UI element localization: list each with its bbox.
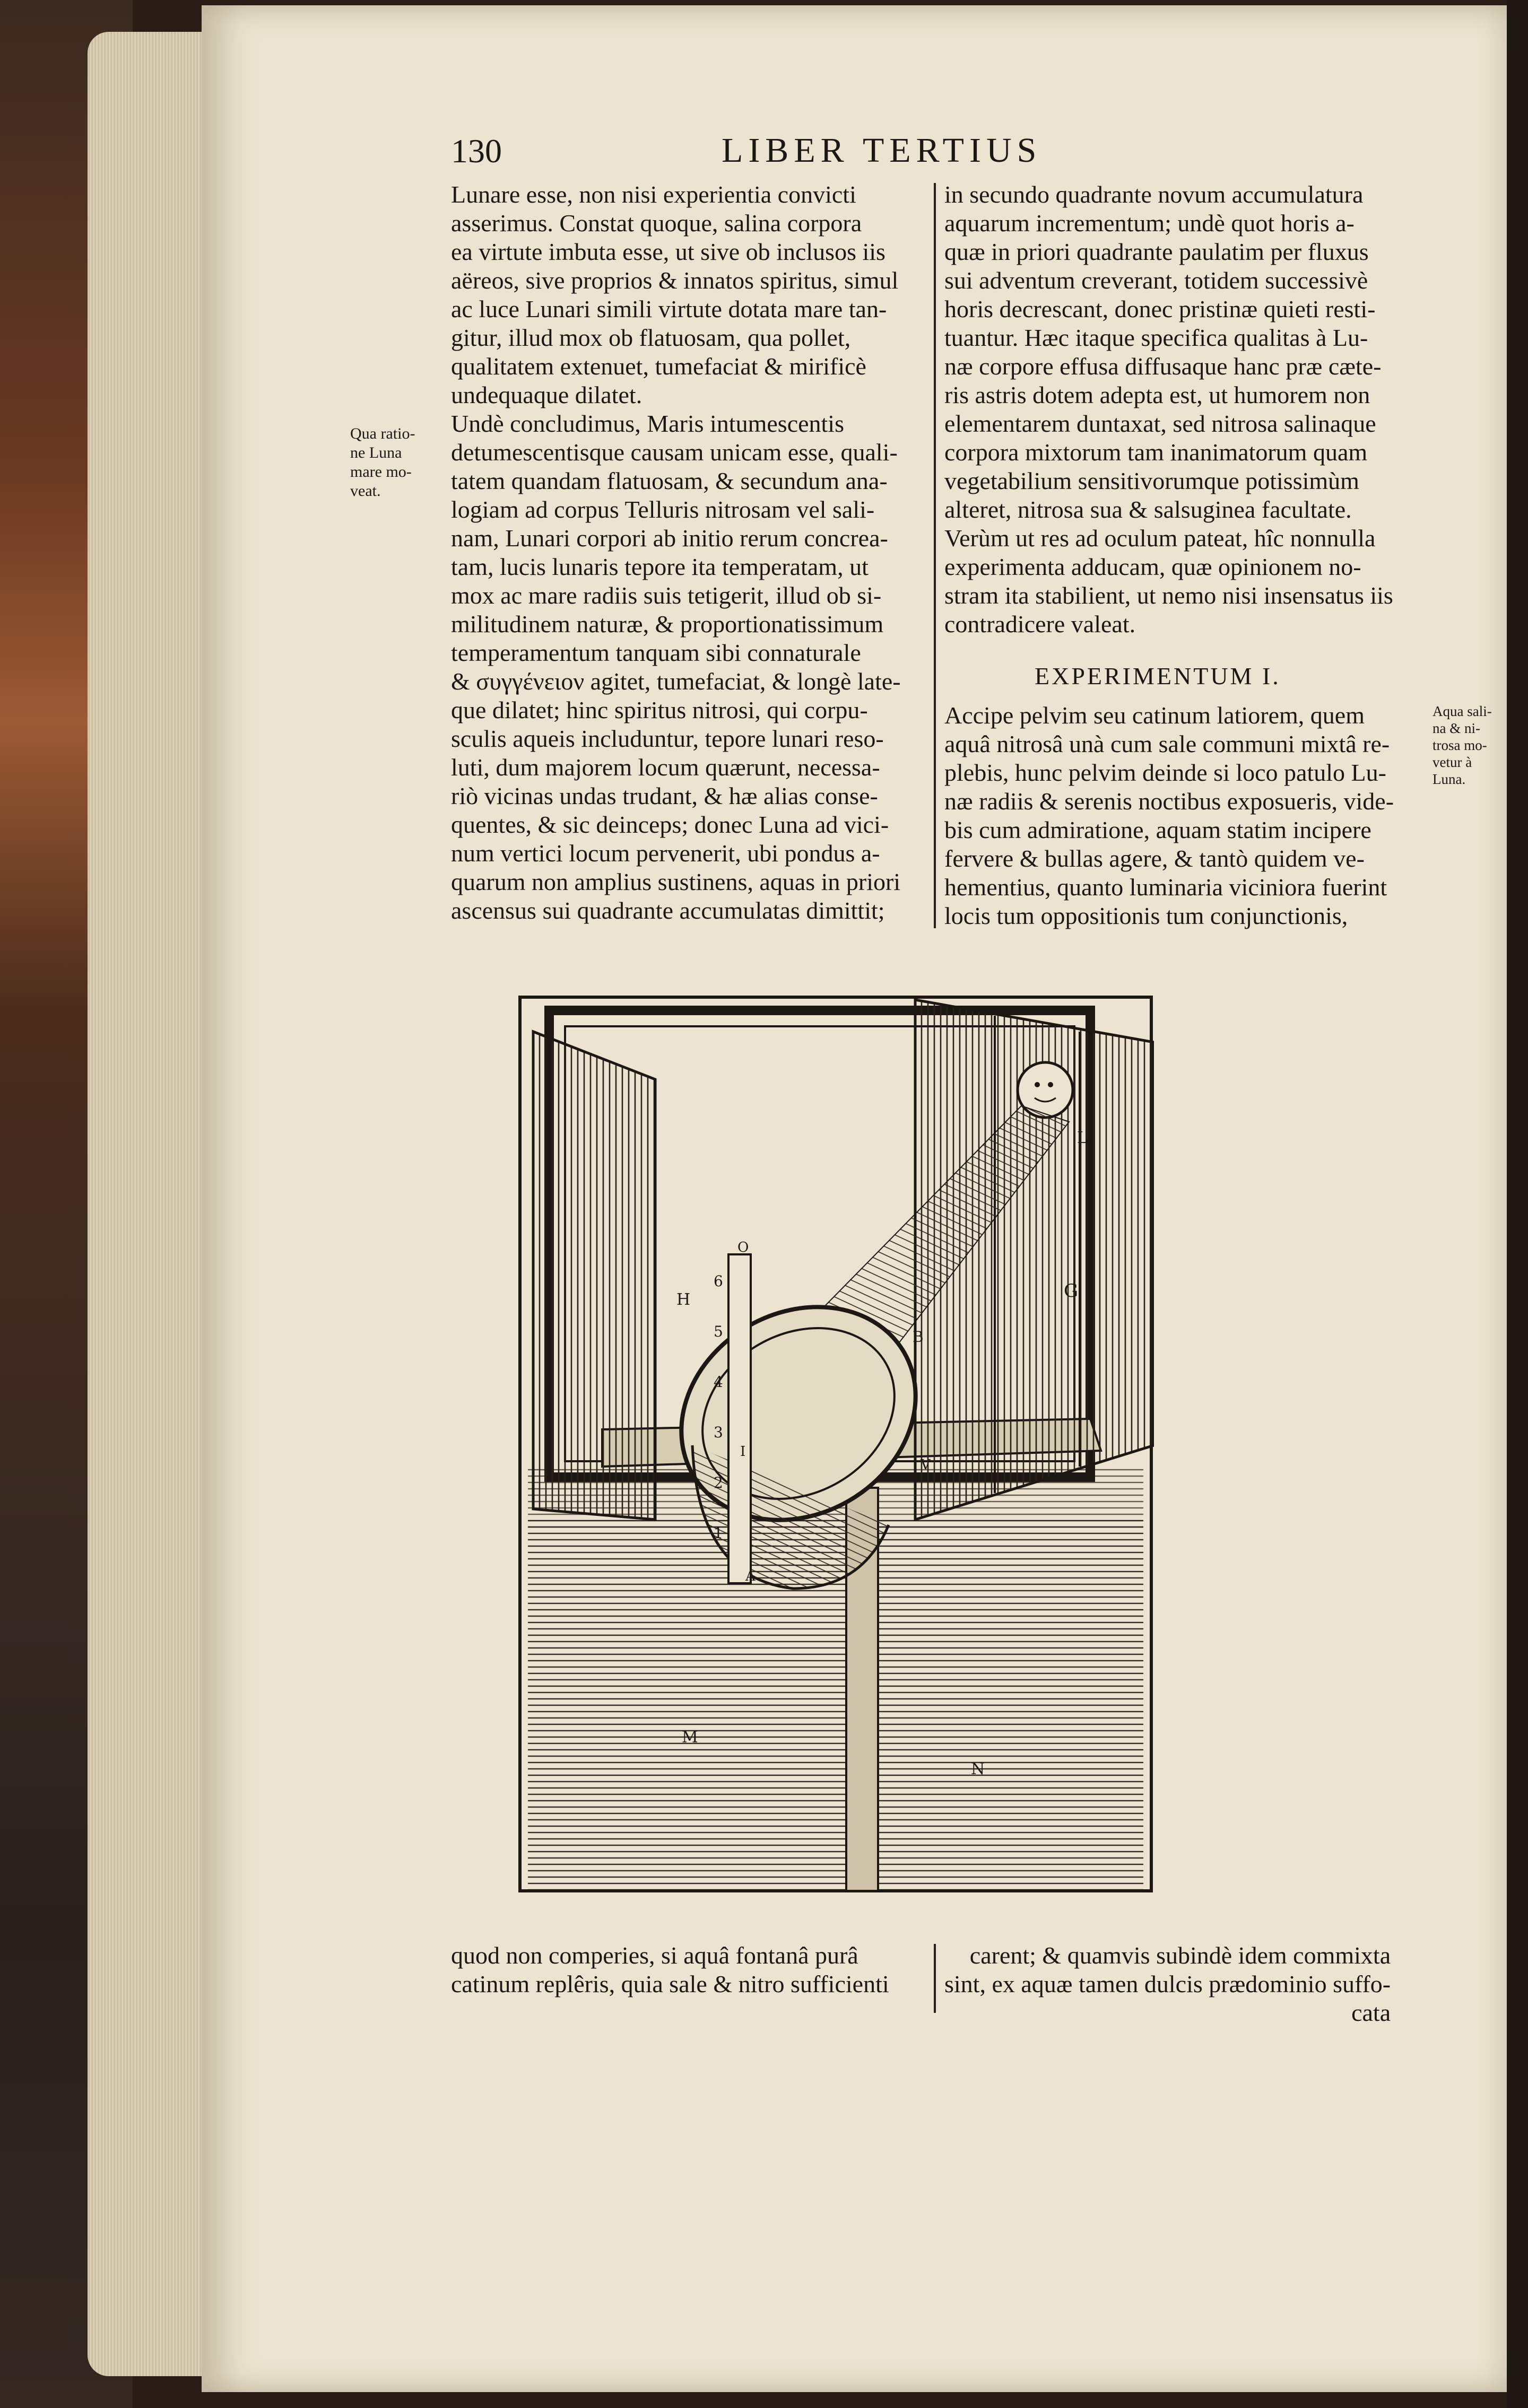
text-line: ascensus sui quadrante accumulatas dimittit;	[451, 897, 885, 924]
text-line: logiam ad corpus Telluris nitrosam vel sali-	[451, 496, 875, 523]
text-line: undequaque dilatet.	[451, 381, 643, 408]
text-line: elementarem duntaxat, sed nitrosa salinaque	[944, 410, 1376, 437]
text-line: Undè concludimus, Maris intumescentis	[451, 410, 844, 437]
text-line: locis tum oppositionis tum conjunctionis,	[944, 902, 1348, 929]
text-line: vegetabilium sensitivorumque potissimùm	[944, 467, 1359, 494]
text-line: contradicere valeat.	[944, 610, 1136, 638]
tube-scale-label: 1	[714, 1524, 723, 1542]
text-line: aquâ nitrosâ unà cum sale communi mixtâ re-	[944, 730, 1390, 757]
marginal-note-line: Aqua sali-	[1432, 703, 1492, 719]
tube-scale-label: 5	[714, 1323, 723, 1340]
marginal-note-line: Qua ratio-	[350, 425, 415, 442]
label-H: H	[676, 1290, 691, 1309]
text-line: Lunare esse, non nisi experientia convicti	[451, 181, 856, 208]
text-line: luti, dum majorem locum quærunt, necessa-	[451, 754, 880, 781]
label-O: O	[737, 1240, 749, 1255]
woodcut-illustration	[517, 989, 1154, 1894]
text-line: ris astris dotem adepta est, ut humorem non	[944, 381, 1370, 408]
text-line: sint, ex aquæ tamen dulcis prædominio suffo-	[944, 1970, 1391, 1997]
text-line: quod non comperies, si aquâ fontanâ purâ	[451, 1942, 858, 1969]
text-line: gitur, illud mox ob flatuosam, qua pollet,	[451, 324, 851, 351]
section-title: EXPERIMENTUM I.	[1035, 662, 1281, 690]
text-line: sui adventum creverant, totidem successivè	[944, 267, 1368, 294]
text-line: sculis aqueis includuntur, tepore lunari reso-	[451, 725, 884, 752]
text-line: Verùm ut res ad oculum pateat, hîc nonnulla	[944, 525, 1376, 552]
text-line: corpora mixtorum tam inanimatorum quam	[944, 439, 1368, 466]
bottom-left-text	[451, 1941, 889, 1999]
text-line: que dilatet; hinc spiritus nitrosi, qui corpu-	[451, 696, 868, 723]
column-divider	[934, 183, 936, 928]
text-line: experimenta adducam, quæ opinionem no-	[944, 553, 1361, 580]
marginal-note-right	[1432, 703, 1492, 788]
tube-scale-label: 2	[714, 1474, 723, 1491]
text-line: asserimus. Constat quoque, salina corpora	[451, 210, 862, 237]
label-M: M	[682, 1728, 698, 1747]
text-line: militudinem naturæ, & proportionatissimum	[451, 610, 884, 638]
text-line: hementius, quanto luminaria viciniora fuerint	[944, 874, 1387, 901]
label-I: I	[740, 1444, 746, 1460]
text-line: temperamentum tanquam sibi connaturale	[451, 639, 861, 666]
label-B: B	[913, 1328, 924, 1346]
bottom-column-divider	[934, 1944, 936, 2013]
text-line: fervere & bullas agere, & tantò quidem ve-	[944, 845, 1365, 872]
marginal-note-line: mare mo-	[350, 463, 412, 481]
text-line: cata	[1351, 1999, 1391, 2026]
marginal-note-line: veat.	[350, 482, 381, 500]
tube-scale-label: 4	[714, 1373, 723, 1391]
text-line: quæ in priori quadrante paulatim per fluxus	[944, 238, 1369, 265]
text-line: detumescentisque causam unicam esse, quali-	[451, 439, 898, 466]
text-line: bis cum admiratione, aquam statim incipere	[944, 816, 1371, 843]
text-line: num vertici locum pervenerit, ubi pondus a-	[451, 840, 880, 867]
text-line: tuantur. Hæc itaque specifica qualitas à Lu-	[944, 324, 1368, 351]
text-line: plebis, hunc pelvim deinde si loco patulo Lu-	[944, 759, 1386, 786]
label-V: V	[921, 1457, 931, 1473]
text-line: aëreos, sive proprios & innatos spiritus, simul	[451, 267, 899, 294]
label-N: N	[971, 1760, 985, 1778]
text-line: nam, Lunari corpori ab initio rerum concrea-	[451, 525, 888, 552]
label-A: A	[745, 1568, 756, 1584]
text-line: horis decrescant, donec pristinæ quieti resti-	[944, 295, 1376, 322]
right-column	[944, 180, 1393, 639]
text-line: aquarum incrementum; undè quot horis a-	[944, 210, 1355, 237]
text-line: catinum replêris, quia sale & nitro sufficienti	[451, 1970, 889, 1997]
text-line: tatem quandam flatuosam, & secundum ana-	[451, 467, 888, 494]
running-header: LIBER TERTIUS	[722, 131, 1042, 170]
marginal-note-line: ne Luna	[350, 444, 402, 461]
marginal-note-line: trosa mo-	[1432, 737, 1487, 753]
text-line: quarum non amplius sustinens, aquas in priori	[451, 868, 901, 895]
right-binding-edge	[1507, 0, 1528, 2408]
left-column	[451, 180, 901, 925]
tube-scale-label: 6	[714, 1272, 723, 1290]
text-line: mox ac mare radiis suis tetigerit, illud ob si-	[451, 582, 882, 609]
text-line: næ corpore effusa diffusaque hanc præ cæte-	[944, 353, 1382, 380]
text-line: in secundo quadrante novum accumulatura	[944, 181, 1364, 208]
text-line: ac luce Lunari simili virtute dotata mare tan-	[451, 295, 887, 322]
label-L: L	[1077, 1129, 1088, 1147]
marginal-note-line: na & ni-	[1432, 720, 1480, 736]
marginal-note-left	[350, 424, 415, 501]
marginal-note-line: Luna.	[1432, 771, 1466, 787]
text-line: næ radiis & serenis noctibus exposueris, vide-	[944, 788, 1394, 815]
marginal-note-line: vetur à	[1432, 754, 1472, 770]
text-line: quentes, & sic deinceps; donec Luna ad vici-	[451, 811, 889, 838]
text-line: Accipe pelvim seu catinum latiorem, quem	[944, 702, 1365, 729]
page-edges	[88, 32, 210, 2376]
text-line: ea virtute imbuta esse, ut sive ob inclusos iis	[451, 238, 885, 265]
text-line: tam, lucis lunaris tepore ita temperatam, ut	[451, 553, 869, 580]
experiment-text	[944, 701, 1394, 930]
text-line: qualitatem extenuet, tumefaciat & mirificè	[451, 353, 866, 380]
tube-scale-label: 3	[714, 1424, 723, 1441]
text-line: alteret, nitrosa sua & salsuginea facultate.	[944, 496, 1352, 523]
label-G: G	[1064, 1280, 1079, 1302]
bottom-right-text	[944, 1941, 1391, 2027]
text-line: & συγγένειον agitet, tumefaciat, & longè late-	[451, 668, 901, 695]
text-line: stram ita stabilient, ut nemo nisi insensatus iis	[944, 582, 1393, 609]
text-line: riò vicinas undas trudant, & hæ alias conse-	[451, 782, 878, 809]
page-number: 130	[451, 132, 502, 170]
text-line: carent; & quamvis subindè idem commixta	[969, 1942, 1391, 1969]
